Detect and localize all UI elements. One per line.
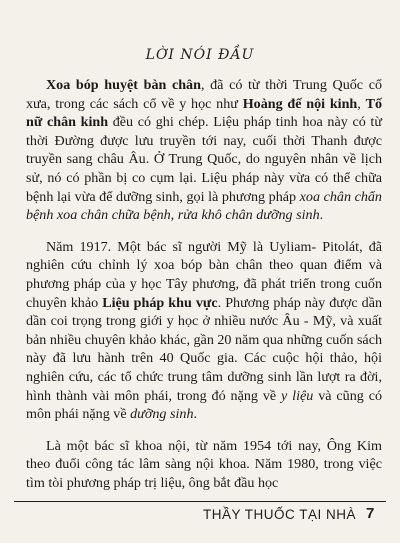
page-title: LỜI NÓI ĐẦU xyxy=(145,47,255,63)
paragraph-3 xyxy=(26,437,382,493)
text-segment: Xoa bóp huyệt bàn chân xyxy=(46,77,201,93)
text-segment: , đã có từ thời Trung Quốc cổ xưa, trong các sách cổ về y học như xyxy=(26,77,382,112)
text-segment: , xyxy=(357,95,366,112)
text-segment: xoa chân chẩn bệnh xoa chân chữa bệnh, rửa khô chân dưỡng sinh xyxy=(26,188,382,224)
text-segment: Tố nữ chân kinh xyxy=(26,95,383,131)
text-segment: . xyxy=(319,207,324,224)
text-segment: và cũng có môn phái nặng về xyxy=(26,387,382,423)
footer-divider xyxy=(14,501,386,502)
text-segment: y liệu xyxy=(281,387,314,404)
paragraph-1 xyxy=(26,76,382,225)
page-number: 7 xyxy=(366,505,375,522)
paragraph-2 xyxy=(26,238,382,424)
text-segment: Năm 1917. Một bác sĩ người Mỹ là Uyliam- Pitolát, đã nghiên cứu chỉnh lý xoa bóp bàn chân theo quan điểm và phương pháp của y học Tây phương, đã phát triển trong cuốn chuyên khảo xyxy=(26,238,382,311)
text-segment: . xyxy=(193,406,198,423)
text-segment: Liệu pháp khu vực xyxy=(102,294,218,311)
text-segment: Là một bác sĩ khoa nội, từ năm 1954 tới nay, Ông Kim theo đuổi công tác lâm sàng nội khoa. Năm 1980, trong việc tìm tòi phương pháp trị liệu, ông bắt đầu học xyxy=(26,437,382,491)
text-segment: Hoàng đế nội kinh xyxy=(242,95,358,112)
text-segment: . Phương pháp này được dần dần coi trọng trong giới y học ở nhiều nước Âu - Mỹ, và xuất bản nhiều chuyên khảo khác, gần 20 năm qua những cuốn sách này đã lưu hành trên 40 Quốc gia. Các cuộc hội thảo, hội nghiên cứu, các tổ chức trung tâm dưỡng sinh lần lượt ra đời, hình thành vài môn phái, trong đó nặng về xyxy=(26,294,382,404)
text-segment: đều có ghi chép. Liệu pháp tinh hoa này có từ thời Đường được lưu truyền tới nay, cuối thời Thanh được truyền sang châu Âu. Ở Trung Quốc, do nguyên nhân về lịch sử, nó có phần bị co cụm lại. Liệu pháp này vừa có thể chữa bệnh lại vừa để dưỡng sinh, gọi là phương pháp xyxy=(26,114,382,205)
body-text xyxy=(26,76,382,505)
text-segment: dưỡng sinh xyxy=(130,406,194,423)
running-title: THẦY THUỐC TẠI NHÀ xyxy=(203,507,357,522)
